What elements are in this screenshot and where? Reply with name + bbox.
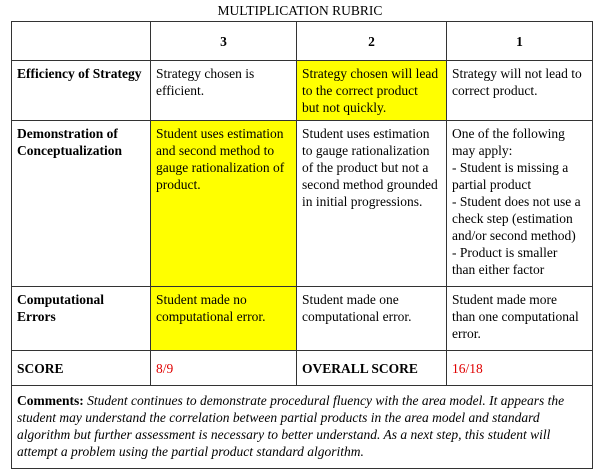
header-score-1: 1 (447, 22, 593, 61)
rubric-cell: Student made one computational error. (297, 287, 447, 351)
header-score-3: 3 (151, 22, 297, 61)
rubric-cell: Student made more than one computational error. (447, 287, 593, 351)
rubric-title: MULTIPLICATION RUBRIC (217, 3, 383, 18)
rubric-cell-selected: Student uses estimation and second method to gauge rationalization of product. (151, 121, 297, 287)
comments-text: Student continues to demonstrate procedural fluency with the area model. It appears the student may understand the correlation between partial products in the area model and standard algorithm but further assessment is necessary to better understand. As a next step, this student will attempt a problem using the partial product standard algorithm. (17, 393, 565, 459)
header-empty (12, 22, 151, 61)
rubric-table (11, 21, 593, 469)
header-row (12, 22, 593, 61)
score-row (12, 351, 593, 386)
rubric-cell: Strategy will not lead to correct product. (447, 61, 593, 121)
criterion-label: Computational Errors (12, 287, 151, 351)
rubric-cell-selected: Student made no computational error. (151, 287, 297, 351)
score-value: 8/9 (151, 351, 297, 386)
table-row (12, 287, 593, 351)
criterion-label: Demonstration of Conceptualization (12, 121, 151, 287)
comments-label: Comments: (17, 393, 84, 408)
rubric-cell: Student uses estimation to gauge rationalization of the product but not a second method grounded in initial progressions. (297, 121, 447, 287)
comments-row (12, 386, 593, 469)
rubric-cell: One of the following may apply: - Student is missing a partial product - Student does not use a check step (estimation and/or second method) - Product is smaller than either factor (447, 121, 593, 287)
criterion-label: Efficiency of Strategy (12, 61, 151, 121)
overall-score-label: OVERALL SCORE (297, 351, 447, 386)
comments-cell (12, 386, 593, 469)
overall-score-value: 16/18 (447, 351, 593, 386)
score-label: SCORE (12, 351, 151, 386)
rubric-cell-selected: Strategy chosen will lead to the correct product but not quickly. (297, 61, 447, 121)
header-score-2: 2 (297, 22, 447, 61)
table-row (12, 121, 593, 287)
table-row (12, 61, 593, 121)
rubric-cell: Strategy chosen is efficient. (151, 61, 297, 121)
